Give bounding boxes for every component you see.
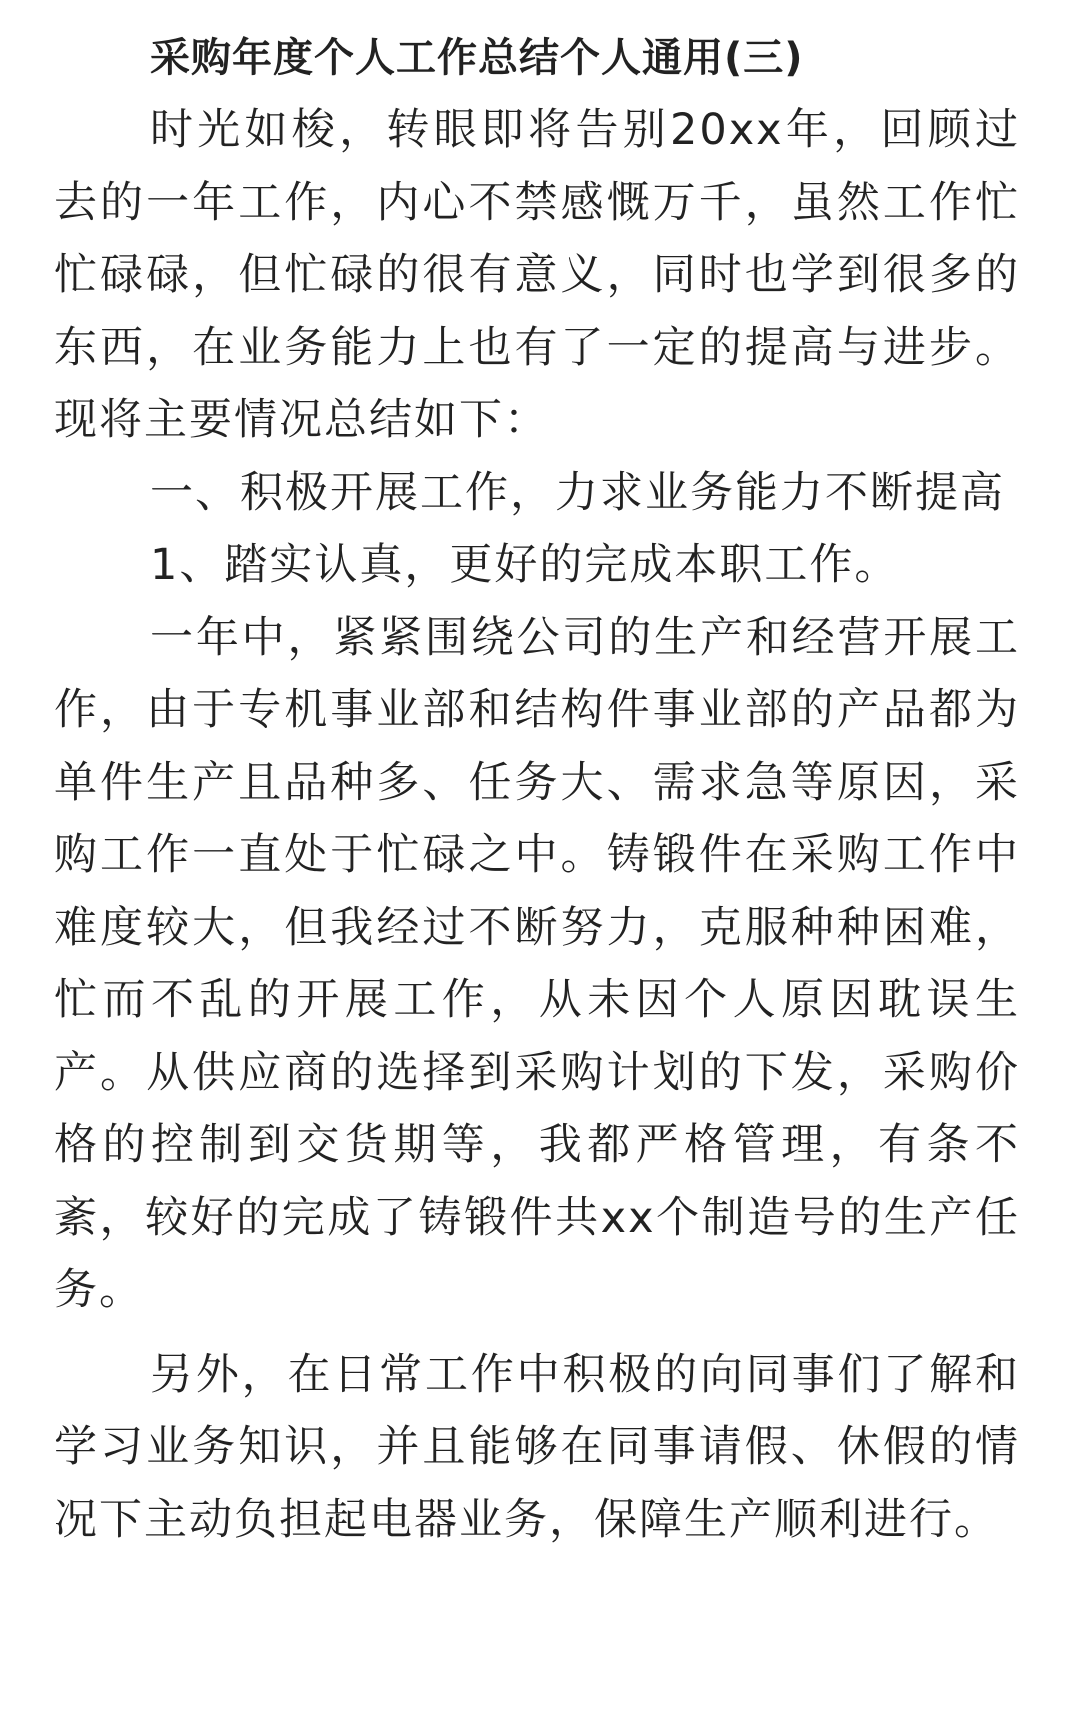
- section-heading-1: 一、积极开展工作，力求业务能力不断提高: [150, 467, 1005, 518]
- document-page: [54, 22, 1020, 1702]
- paragraph-body-1: 一年中，紧紧围绕公司的生产和经营开展工作，由于专机事业部和结构件事业部的产品都为单件生产且品种多、任务大、需求急等原因，采购工作一直处于忙碌之中。铸锻件在采购工作中难度较大，但我经过不断努力，克服种种困难，忙而不乱的开展工作，从未因个人原因耽误生产。从供应商的选择到采购计划的下发，采购价格的控制到交货期等，我都严格管理，有条不紊，较好的完成了铸锻件共xx个制造号的生产任务。: [54, 612, 1020, 1315]
- paragraph-body-2: 另外，在日常工作中积极的向同事们了解和学习业务知识，并且能够在同事请假、休假的情况下主动负担起电器业务，保障生产顺利进行。: [54, 1349, 1020, 1545]
- document-title: 采购年度个人工作总结个人通用(三): [150, 35, 804, 81]
- subsection-heading-1: 1、踏实认真，更好的完成本职工作。: [150, 540, 900, 590]
- paragraph-intro: 时光如梭，转眼即将告别20xx年，回顾过去的一年工作，内心不禁感慨万千，虽然工作忙忙碌碌，但忙碌的很有意义，同时也学到很多的东西，在业务能力上也有了一定的提高与进步。现将主要情况总结如下：: [54, 105, 1020, 445]
